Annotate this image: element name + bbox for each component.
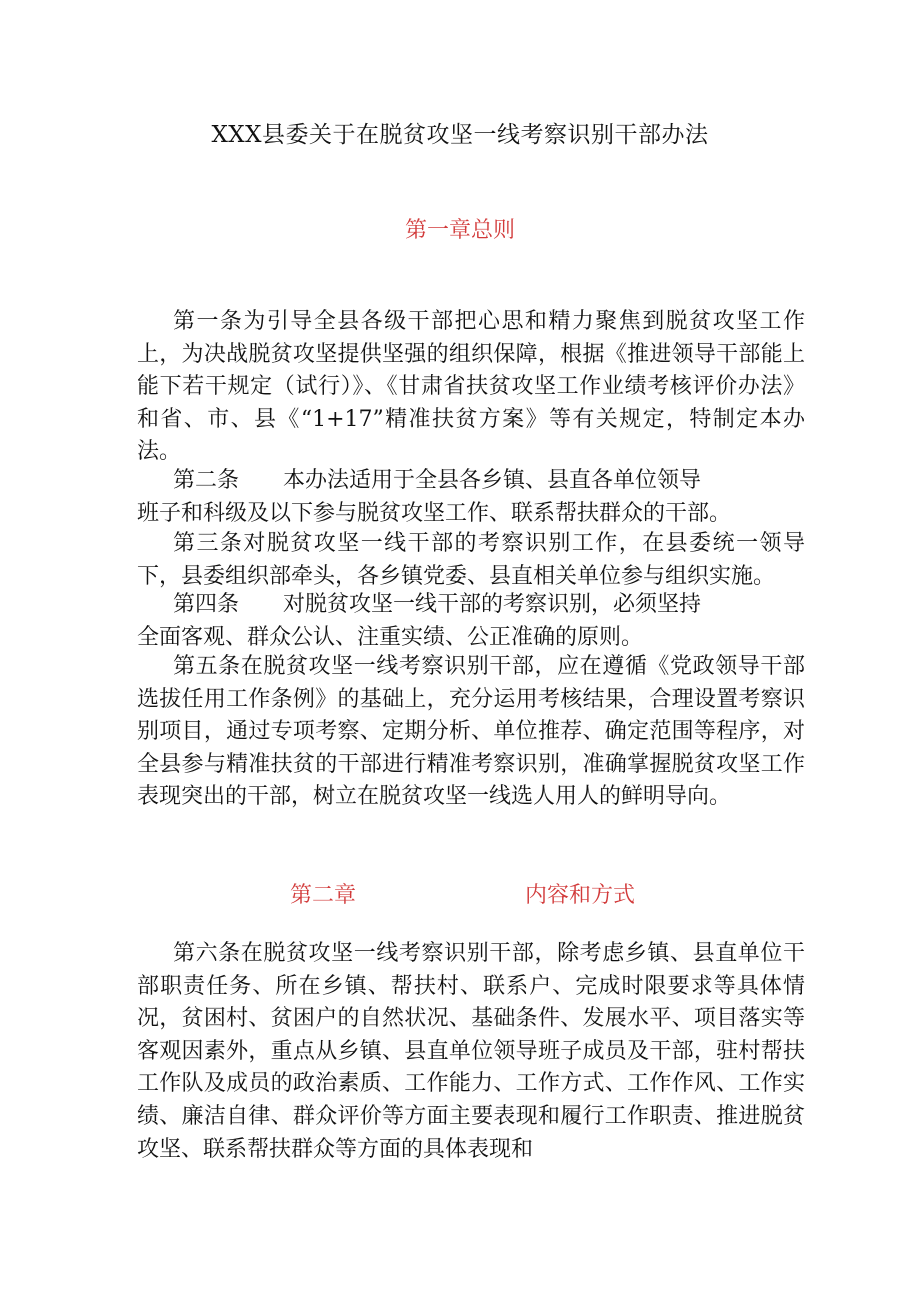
- article-2-line2: 班子和科级及以下参与脱贫攻坚工作、联系帮扶群众的干部。: [137, 500, 732, 526]
- chapter-2-number: 第二章: [290, 883, 357, 908]
- chapter-2-title: 内容和方式: [525, 883, 636, 908]
- document-title: XXX县委关于在脱贫攻坚一线考察识别干部办法: [211, 122, 709, 148]
- article-2-line1: 本办法适用于全县各乡镇、县直各单位领导: [283, 468, 702, 493]
- article-4-line2: 全面客观、群众公认、注重实绩、公正准确的原则。: [137, 624, 644, 650]
- chapter-1-heading: 第一章总则: [404, 218, 515, 243]
- article-4-line1: 对脱贫攻坚一线干部的考察识别，必须坚持: [283, 592, 702, 617]
- article-4: [137, 589, 805, 654]
- article-6: 第六条在脱贫攻坚一线考察识别干部，除考虑乡镇、县直单位干部职责任务、所在乡镇、帮扶村、联系户、完成时限要求等具体情况，贫困村、贫困户的自然状况、基础条件、发展水平、项目落实等客观因素外，重点从乡镇、县直单位领导班子成员及干部，驻村帮扶工作队及成员的政治素质、工作能力、工作方式、工作作风、工作实绩、廉洁自律、群众评价等方面主要表现和履行工作职责、推进脱贫攻坚、联系帮扶群众等方面的具体表现和: [137, 941, 805, 1162]
- article-2: [137, 465, 805, 530]
- article-2-label: 第二条: [173, 468, 240, 493]
- article-4-label: 第四条: [173, 592, 240, 617]
- article-1: 第一条为引导全县各级干部把心思和精力聚焦到脱贫攻坚工作上，为决战脱贫攻坚提供坚强的组织保障，根据《推进领导干部能上能下若干规定（试行）》、《甘肃省扶贫攻坚工作业绩考核评价办法》和省、市、县《“1+17”精准扶贫方案》等有关规定，特制定本办法。: [137, 309, 805, 465]
- article-5: 第五条在脱贫攻坚一线考察识别干部，应在遵循《党政领导干部选拔任用工作条例》的基础上，充分运用考核结果，合理设置考察识别项目，通过专项考察、定期分析、单位推荐、确定范围等程序，对全县参与精准扶贫的干部进行精准考察识别，准确掌握脱贫攻坚工作表现突出的干部，树立在脱贫攻坚一线选人用人的鲜明导向。: [137, 654, 805, 810]
- article-3: 第三条对脱贫攻坚一线干部的考察识别工作，在县委统一领导下，县委组织部牵头，各乡镇党委、县直相关单位参与组织实施。: [137, 531, 805, 589]
